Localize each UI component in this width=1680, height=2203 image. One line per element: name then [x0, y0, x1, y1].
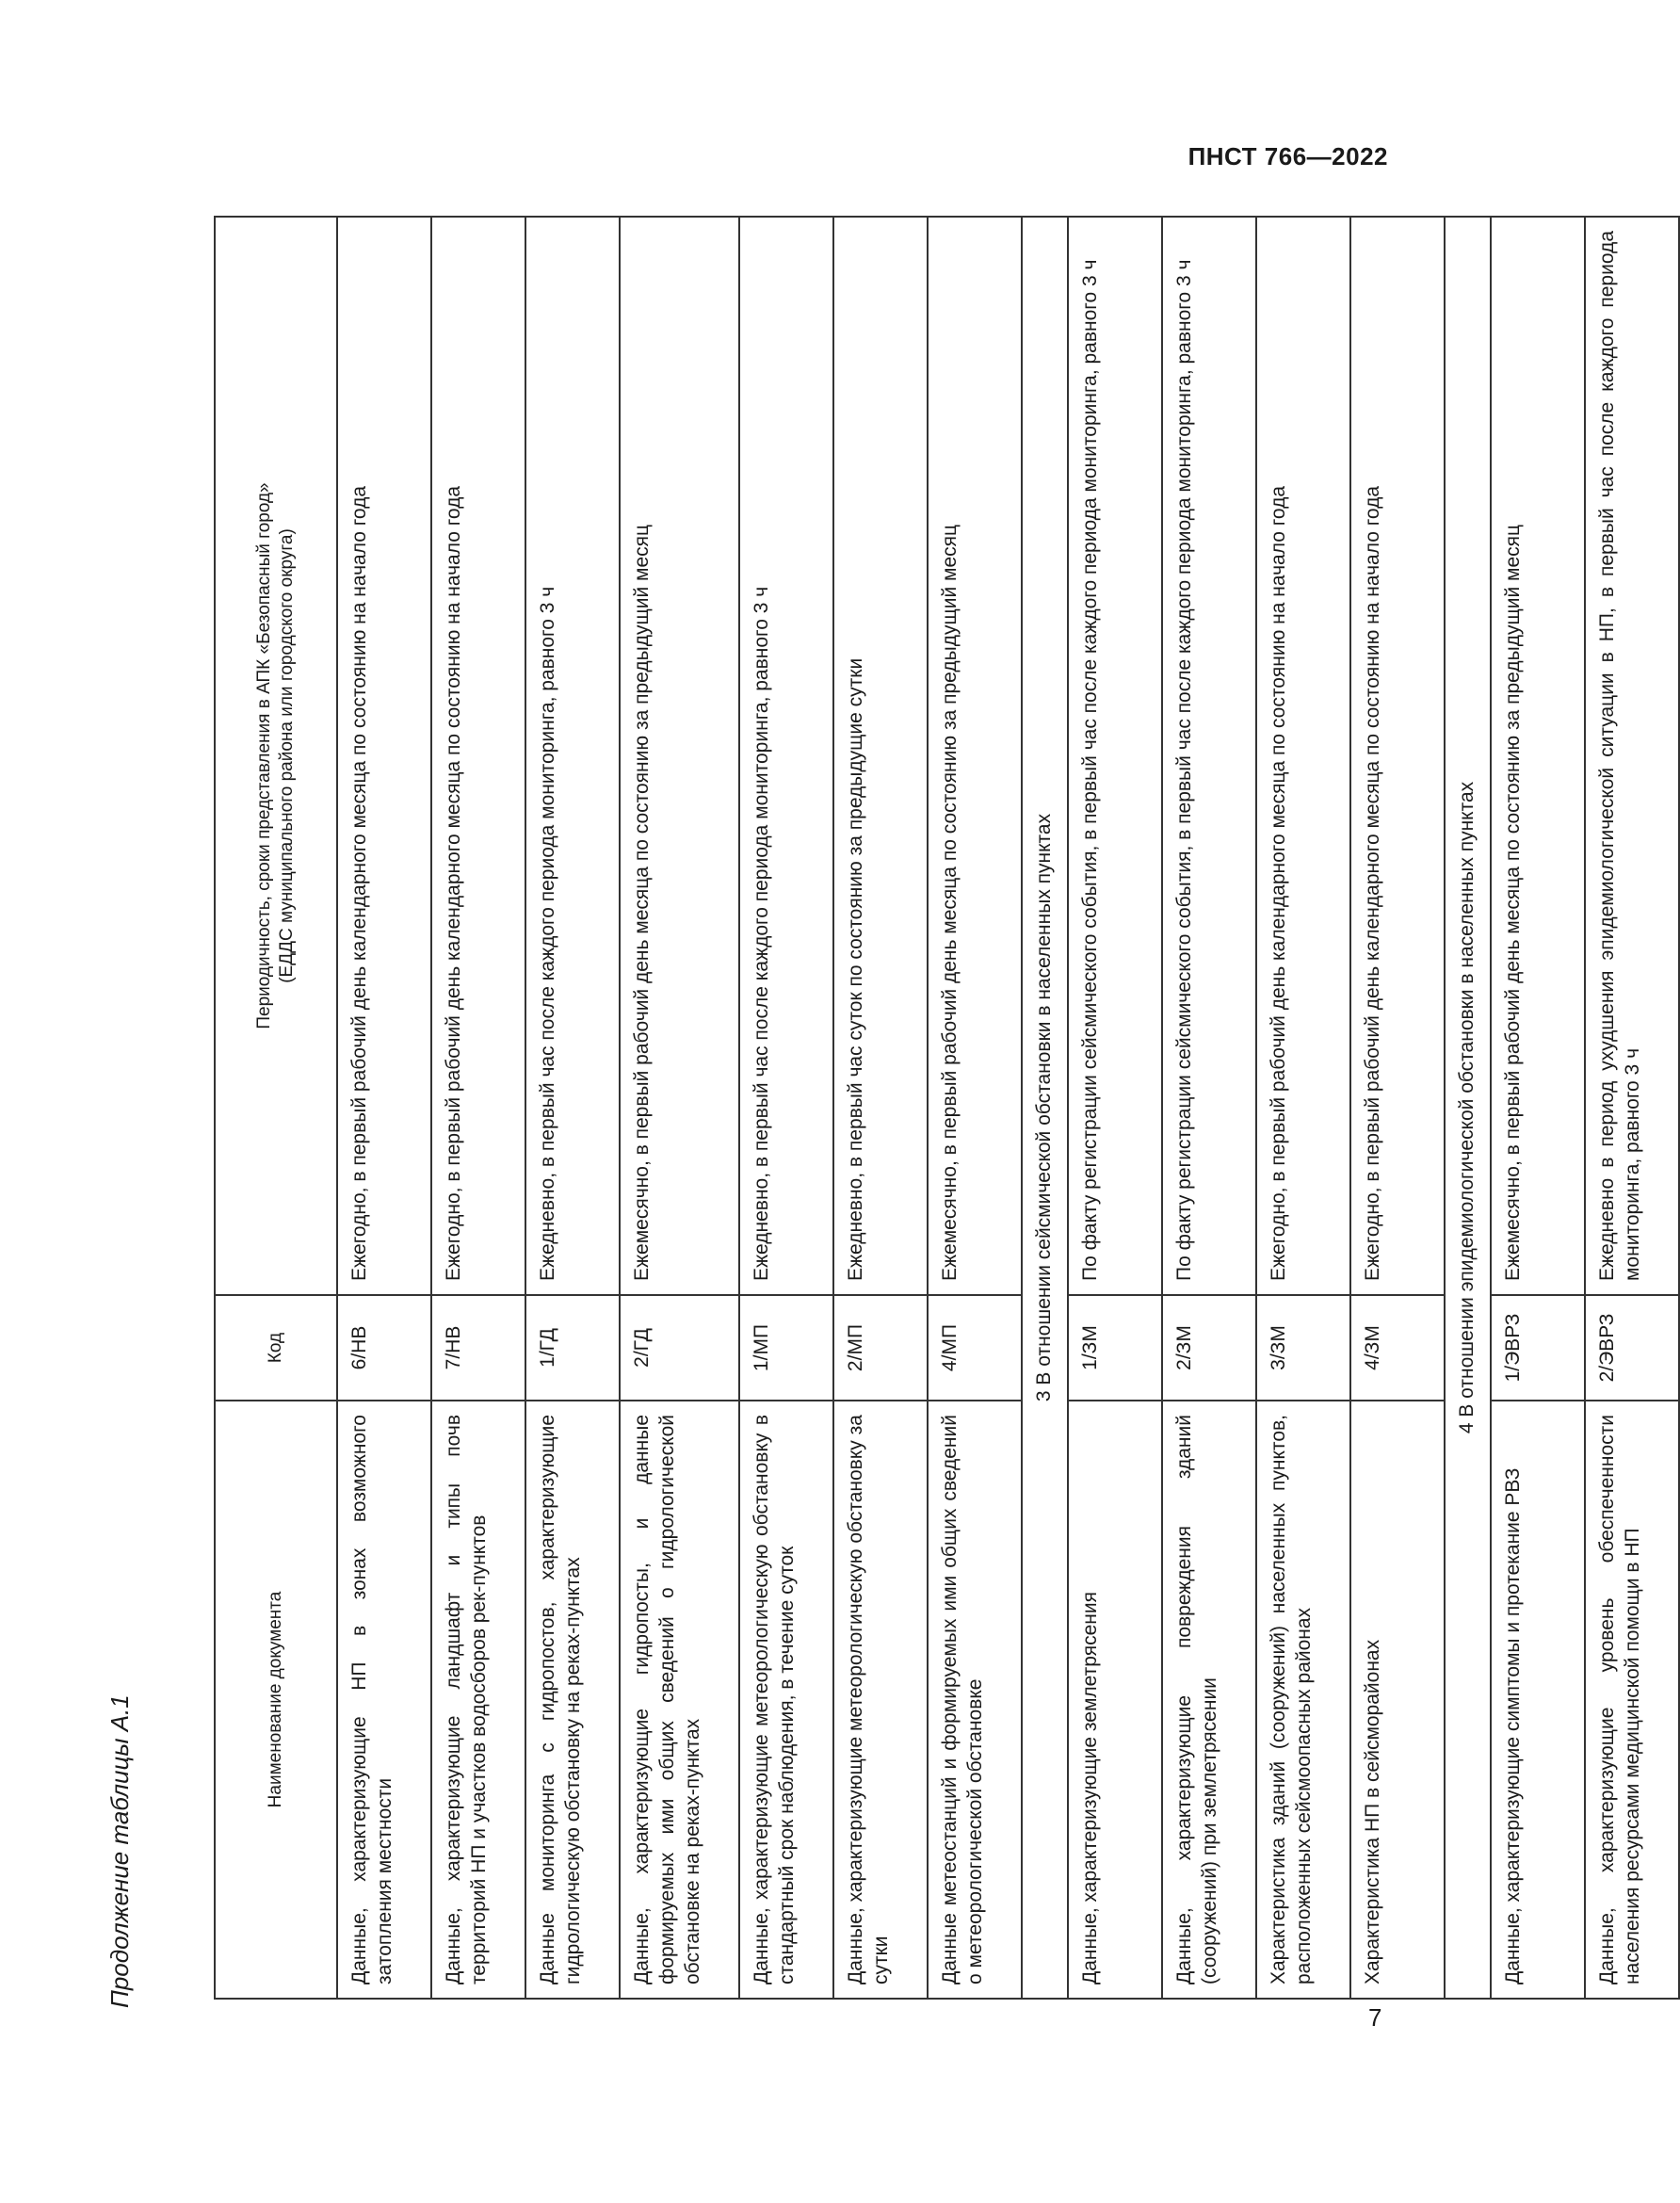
cell-name: Данные, характеризующие НП в зонах возможного затопления местности: [337, 1401, 431, 1999]
cell-code: 2/МП: [833, 1295, 928, 1401]
header-code: Код: [215, 1295, 337, 1401]
cell-name: Данные, характеризующие метеорологическую обстановку за сутки: [833, 1401, 928, 1999]
document-code: ПНСТ 766—2022: [1187, 142, 1388, 170]
cell-period: Ежегодно, в первый рабочий день календарного месяца по состоянию на начало года: [337, 217, 431, 1295]
table-row: [525, 217, 620, 1999]
cell-period: Ежегодно, в первый рабочий день календарного месяца по состоянию на начало года: [1256, 217, 1350, 1295]
table-row: [337, 217, 431, 1999]
table-header-row: [215, 217, 337, 1999]
section-title: 4 В отношении эпидемиологической обстановки в населенных пунктах: [1445, 217, 1491, 1999]
cell-period: Ежедневно, в первый час суток по состоянию за предыдущие сутки: [833, 217, 928, 1295]
table-row: [1585, 217, 1679, 1999]
cell-name: Данные метеостанций и формируемых ими общих сведений о метеорологической обстановке: [928, 1401, 1022, 1999]
cell-code: 1/ЗМ: [1068, 1295, 1162, 1401]
cell-name: Данные, характеризующие уровень обеспеченности населения ресурсами медицинской помощи в НП: [1585, 1401, 1679, 1999]
header-name: Наименование документа: [215, 1401, 337, 1999]
cell-code: 3/ЗМ: [1256, 1295, 1350, 1401]
cell-name: Данные, характеризующие симптомы и протекание РВЗ: [1491, 1401, 1585, 1999]
cell-name: Данные, характеризующие повреждения зданий (сооружений) при землетрясении: [1162, 1401, 1256, 1999]
cell-period: Ежегодно, в первый рабочий день календарного месяца по состоянию на начало года: [1350, 217, 1445, 1295]
cell-period: Ежемесячно, в первый рабочий день месяца по состоянию за предыдущий месяц: [1491, 217, 1585, 1295]
cell-name: Данные, характеризующие землетрясения: [1068, 1401, 1162, 1999]
table-row: [1350, 217, 1445, 1999]
cell-name: Характеристика зданий (сооружений) населенных пунктов, расположенных сейсмоопасных районах: [1256, 1401, 1350, 1999]
table-row: [1491, 217, 1585, 1999]
table-row: [1162, 217, 1256, 1999]
section-title: 3 В отношении сейсмической обстановки в населенных пунктах: [1022, 217, 1068, 1999]
table-row: [431, 217, 525, 1999]
cell-name: Данные, характеризующие гидропосты, и данные формируемых ими общих сведений о гидрологической обстановке на реках-пунктах: [620, 1401, 739, 1999]
cell-period: Ежемесячно, в первый рабочий день месяца по состоянию за предыдущий месяц: [928, 217, 1022, 1295]
cell-period: По факту регистрации сейсмического события, в первый час после каждого периода мониторинга, равного 3 ч: [1068, 217, 1162, 1295]
section-row: [1445, 217, 1491, 1999]
table-caption: Продолжение таблицы А.1: [105, 1694, 134, 2008]
cell-code: 1/МП: [739, 1295, 833, 1401]
cell-name: Данные, характеризующие ландшафт и типы почв территорий НП и участков водосборов рек-пунктов: [431, 1401, 525, 1999]
page-number: 7: [1368, 2003, 1382, 2032]
section-row: [1022, 217, 1068, 1999]
header-period-line1: Периодичность, сроки представления в АПК «Безопасный город»: [254, 482, 275, 1029]
cell-code: 1/ЭВРЗ: [1491, 1295, 1585, 1401]
rotated-page: [105, 219, 1643, 2008]
cell-code: 6/НВ: [337, 1295, 431, 1401]
table-row: [1068, 217, 1162, 1999]
table-row: [620, 217, 739, 1999]
cell-period: Ежедневно, в первый час после каждого периода мониторинга, равного 3 ч: [525, 217, 620, 1295]
table-row: [833, 217, 928, 1999]
cell-period: Ежедневно в период ухудшения эпидемиологической ситуации в НП, в первый час после каждого периода мониторинга, равного 3 ч: [1585, 217, 1679, 1295]
cell-name: Характеристика НП в сейсморайонах: [1350, 1401, 1445, 1999]
cell-code: 2/ЭВРЗ: [1585, 1295, 1679, 1401]
cell-period: По факту регистрации сейсмического события, в первый час после каждого периода мониторинга, равного 3 ч: [1162, 217, 1256, 1295]
cell-name: Данные, характеризующие метеорологическую обстановку в стандартный срок наблюдения, в течение суток: [739, 1401, 833, 1999]
cell-code: 2/ГД: [620, 1295, 739, 1401]
table-row: [739, 217, 833, 1999]
cell-code: 4/МП: [928, 1295, 1022, 1401]
cell-code: 7/НВ: [431, 1295, 525, 1401]
table-row: [1256, 217, 1350, 1999]
document-table: [214, 216, 1680, 2000]
cell-period: Ежегодно, в первый рабочий день календарного месяца по состоянию на начало года: [431, 217, 525, 1295]
cell-code: 1/ГД: [525, 1295, 620, 1401]
header-period: [215, 217, 337, 1295]
header-period-line2: (ЕДДС муниципального района или городского округа): [277, 528, 297, 983]
cell-period: Ежедневно, в первый час после каждого периода мониторинга, равного 3 ч: [739, 217, 833, 1295]
cell-code: 2/ЗМ: [1162, 1295, 1256, 1401]
cell-code: 4/ЗМ: [1350, 1295, 1445, 1401]
cell-period: Ежемесячно, в первый рабочий день месяца по состоянию за предыдущий месяц: [620, 217, 739, 1295]
cell-name: Данные мониторинга с гидропостов, характеризующие гидрологическую обстановку на реках-пунктах: [525, 1401, 620, 1999]
table-row: [928, 217, 1022, 1999]
